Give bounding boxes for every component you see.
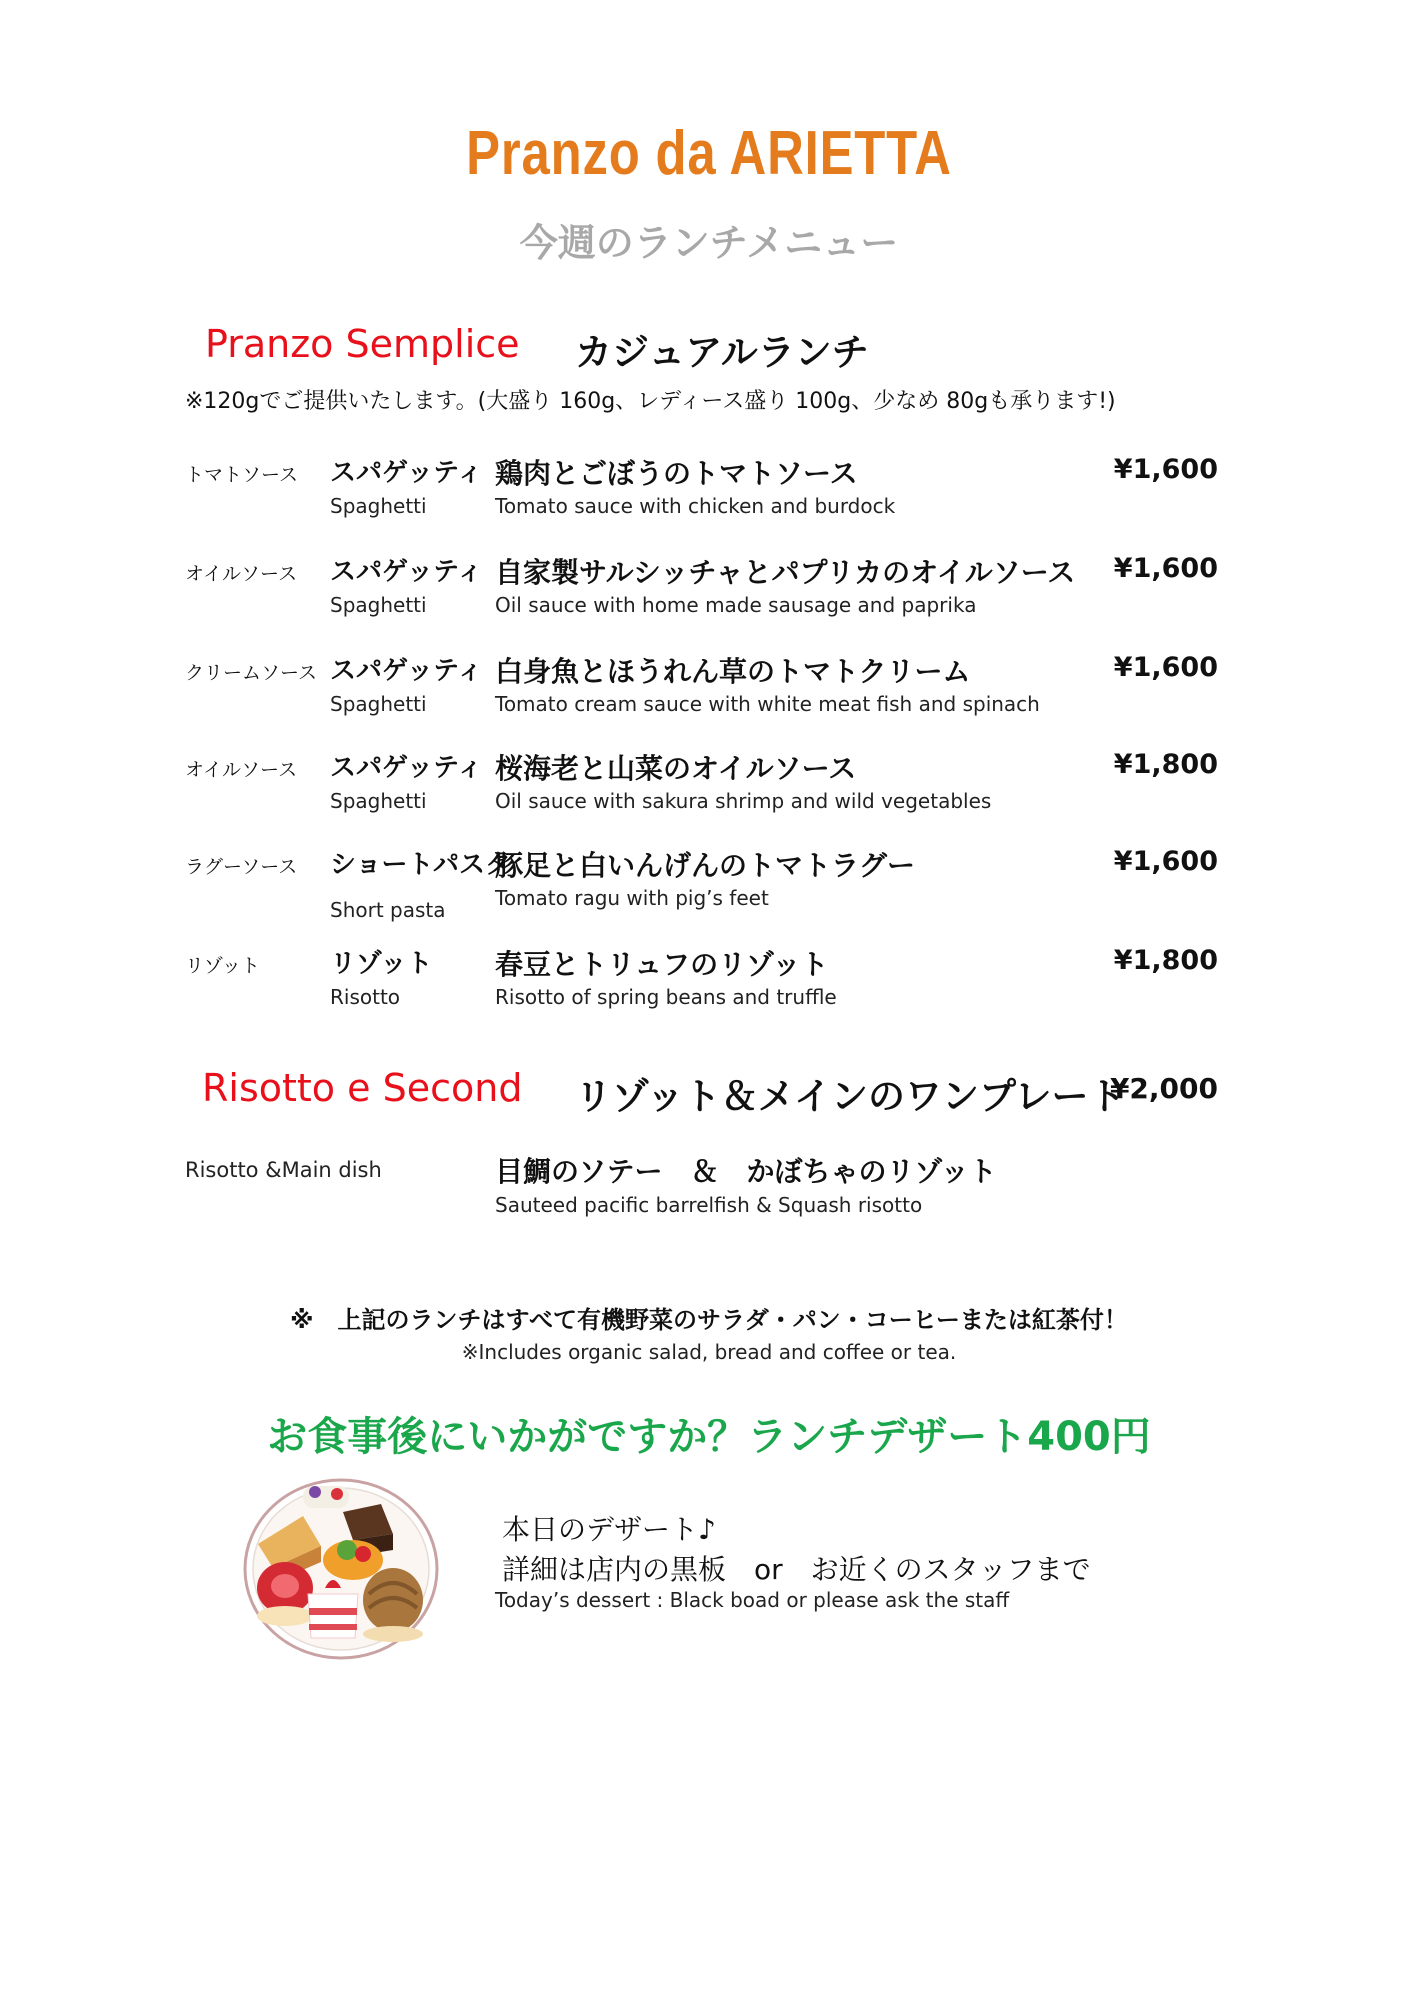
sauce-label: クリームソース bbox=[185, 662, 318, 684]
dish-name: 自家製サルシッチャとパプリカのオイルソース bbox=[495, 556, 1076, 589]
section-one-plate-header bbox=[0, 1066, 1418, 1126]
sauce-label: ラグーソース bbox=[185, 856, 298, 878]
price: ¥1,600 bbox=[1113, 454, 1218, 485]
section-title-japanese: リゾット＆メインのワンプレート bbox=[575, 1075, 1126, 1118]
main-dish-name-en: Sauteed pacific barrelfish & Squash risotto bbox=[495, 1193, 923, 1217]
section-title-italian: Risotto e Second bbox=[202, 1066, 523, 1110]
today-dessert-label: 本日のデザート♪ bbox=[502, 1513, 716, 1546]
portion-note: ※120gでご提供いたします。(大盛り 160g、レディース盛り 100g、少なめ 80gも承ります!) bbox=[185, 389, 1116, 414]
menu-item bbox=[0, 650, 1418, 740]
pasta-type: スパゲッティ bbox=[330, 458, 483, 488]
sauce-label: オイルソース bbox=[185, 759, 298, 781]
sauce-label: トマトソース bbox=[185, 464, 299, 486]
dish-name: 白身魚とほうれん草のトマトクリーム bbox=[495, 655, 971, 688]
pasta-type: スパゲッティ bbox=[330, 557, 483, 587]
dish-name-en: Oil sauce with home made sausage and paprika bbox=[495, 593, 977, 617]
sauce-label: オイルソース bbox=[185, 563, 298, 585]
dessert-heading: お食事後にいかがですか？ランチデザート400円 bbox=[267, 1414, 1151, 1460]
dessert-details-en: Today’s dessert : Black boad or please ask the staff bbox=[495, 1588, 1010, 1612]
price: ¥1,600 bbox=[1113, 846, 1218, 877]
dish-name: 豚足と白いんげんのトマトラグー bbox=[495, 849, 916, 882]
pasta-type-en: Short pasta bbox=[330, 898, 446, 922]
dish-name-en: Tomato sauce with chicken and burdock bbox=[495, 494, 896, 518]
main-dish-label: Risotto &Main dish bbox=[185, 1158, 382, 1182]
pasta-type: リゾット bbox=[330, 949, 433, 979]
pasta-type: スパゲッティ bbox=[330, 656, 483, 686]
pasta-type-en: Spaghetti bbox=[330, 494, 427, 518]
menu-item bbox=[0, 747, 1418, 837]
menu-item bbox=[0, 844, 1418, 934]
price: ¥1,600 bbox=[1113, 652, 1218, 683]
dish-name-en: Risotto of spring beans and truffle bbox=[495, 985, 837, 1009]
pasta-type-en: Risotto bbox=[330, 985, 401, 1009]
dessert-plate-icon bbox=[243, 1476, 439, 1660]
dish-name-en: Tomato ragu with pig’s feet bbox=[495, 886, 769, 910]
menu-item bbox=[0, 452, 1418, 542]
dish-name-en: Oil sauce with sakura shrimp and wild vegetables bbox=[495, 789, 992, 813]
price: ¥1,800 bbox=[1113, 749, 1218, 780]
pasta-type-en: Spaghetti bbox=[330, 789, 427, 813]
includes-note: ※ 上記のランチはすべて有機野菜のサラダ・パン・コーヒーまたは紅茶付！ bbox=[290, 1306, 1128, 1334]
dessert-details: 詳細は店内の黒板 or お近くのスタッフまで bbox=[502, 1553, 1091, 1586]
pasta-type-en: Spaghetti bbox=[330, 692, 427, 716]
dish-name: 鶏肉とごぼうのトマトソース bbox=[495, 457, 858, 490]
weekly-menu-subtitle: 今週のランチメニュー bbox=[519, 221, 899, 265]
dish-name: 桜海老と山菜のオイルソース bbox=[495, 752, 857, 785]
pasta-type: ショートパスタ bbox=[330, 850, 511, 880]
dish-name-en: Tomato cream sauce with white meat fish and spinach bbox=[495, 692, 1040, 716]
price: ¥1,600 bbox=[1113, 553, 1218, 584]
sauce-label: リゾット bbox=[185, 955, 260, 977]
one-plate-price: ¥2,000 bbox=[1109, 1072, 1218, 1105]
pasta-type: スパゲッティ bbox=[330, 753, 483, 783]
pasta-type-en: Spaghetti bbox=[330, 593, 427, 617]
menu-item bbox=[0, 943, 1418, 1033]
menu-item bbox=[0, 551, 1418, 641]
restaurant-title: Pranzo da ARIETTA bbox=[466, 119, 952, 188]
section-casual-lunch-header bbox=[0, 322, 1418, 382]
main-dish-name: 目鯛のソテー ＆ かぼちゃのリゾット bbox=[495, 1155, 997, 1188]
section-title-japanese: カジュアルランチ bbox=[575, 331, 869, 374]
includes-note-en: ※Includes organic salad, bread and coffee or tea. bbox=[461, 1340, 957, 1364]
dish-name: 春豆とトリュフのリゾット bbox=[495, 948, 829, 981]
price: ¥1,800 bbox=[1113, 945, 1218, 976]
section-title-italian: Pranzo Semplice bbox=[205, 322, 520, 366]
